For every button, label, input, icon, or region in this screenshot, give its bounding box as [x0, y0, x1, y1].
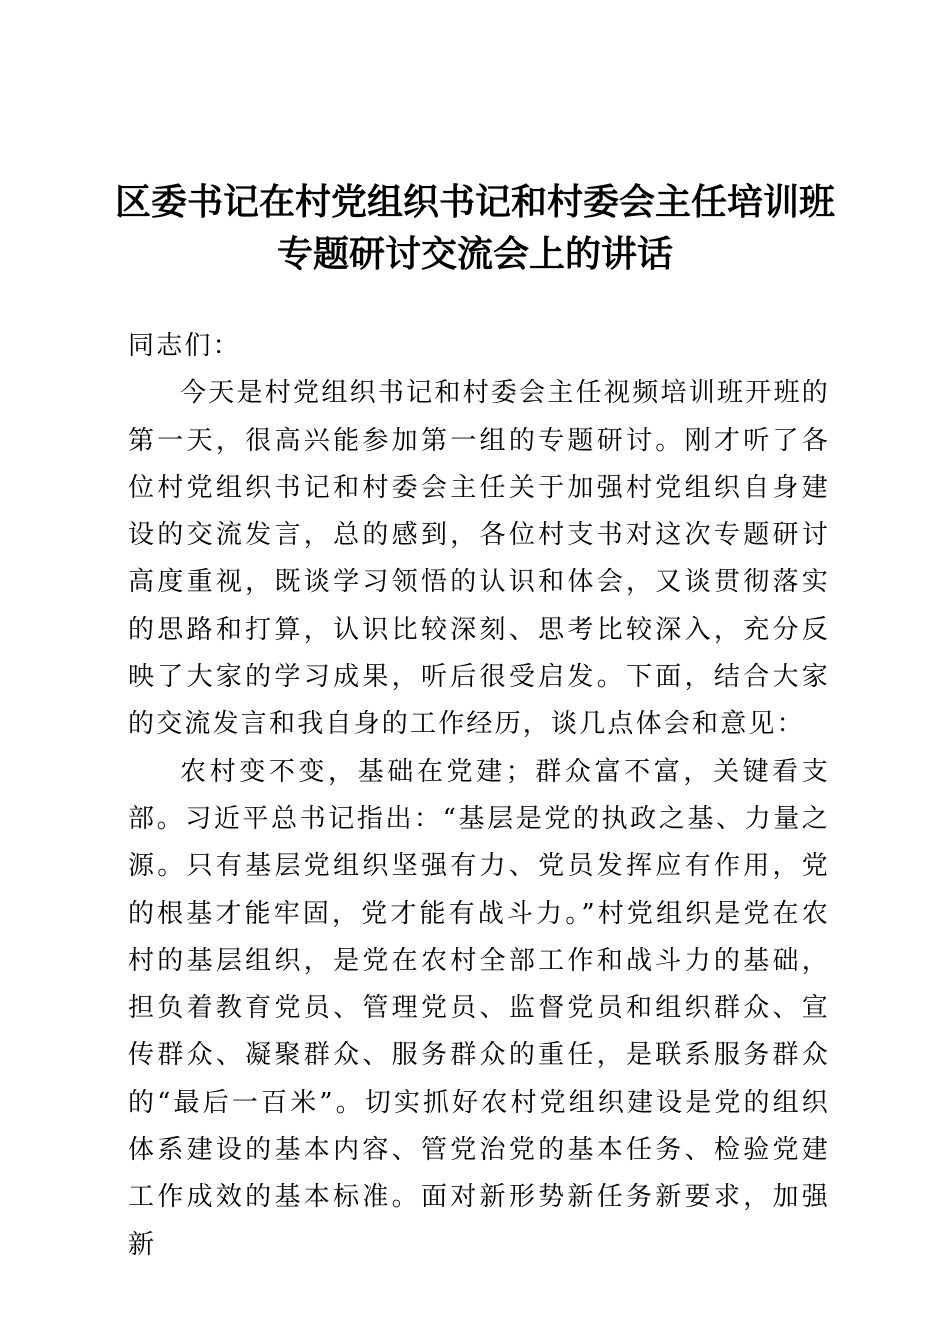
document-title: [100, 176, 850, 280]
document-body: [128, 323, 830, 1269]
paragraph-1: 今天是村党组织书记和村委会主任视频培训班开班的第一天，很高兴能参加第一组的专题研讨。刚才听了各位村党组织书记和村委会主任关于加强村党组织自身建设的交流发言，总的感到，各位村支书对这次专题研讨高度重视，既谈学习领悟的认识和体会，又谈贯彻落实的思路和打算，认识比较深刻、思考比较深入，充分反映了大家的学习成果，听后很受启发。下面，结合大家的交流发言和我自身的工作经历，谈几点体会和意见：: [128, 378, 830, 740]
salutation: 同志们：: [128, 331, 241, 361]
paragraph-2: 农村变不变，基础在党建；群众富不富，关键看支部。习近平总书记指出：“基层是党的执政之基、力量之源。只有基层党组织坚强有力、党员发挥应有作用，党的根基才能牢固，党才能有战斗力。”村党组织是党在农村的基层组织，是党在农村全部工作和战斗力的基础，担负着教育党员、管理党员、监督党员和组织群众、宣传群众、凝聚群众、服务群众的重任，是联系服务群众的“最后一百米”。切实抓好农村党组织建设是党的组织体系建设的基本内容、管党治党的基本任务、检验党建工作成效的基本标准。面对新形势新任务新要求，加强新: [128, 756, 830, 1260]
title-line-1: 区委书记在村党组织书记和村委会主任培训班: [114, 181, 835, 223]
title-line-2: 专题研讨交流会上的讲话: [276, 233, 673, 275]
